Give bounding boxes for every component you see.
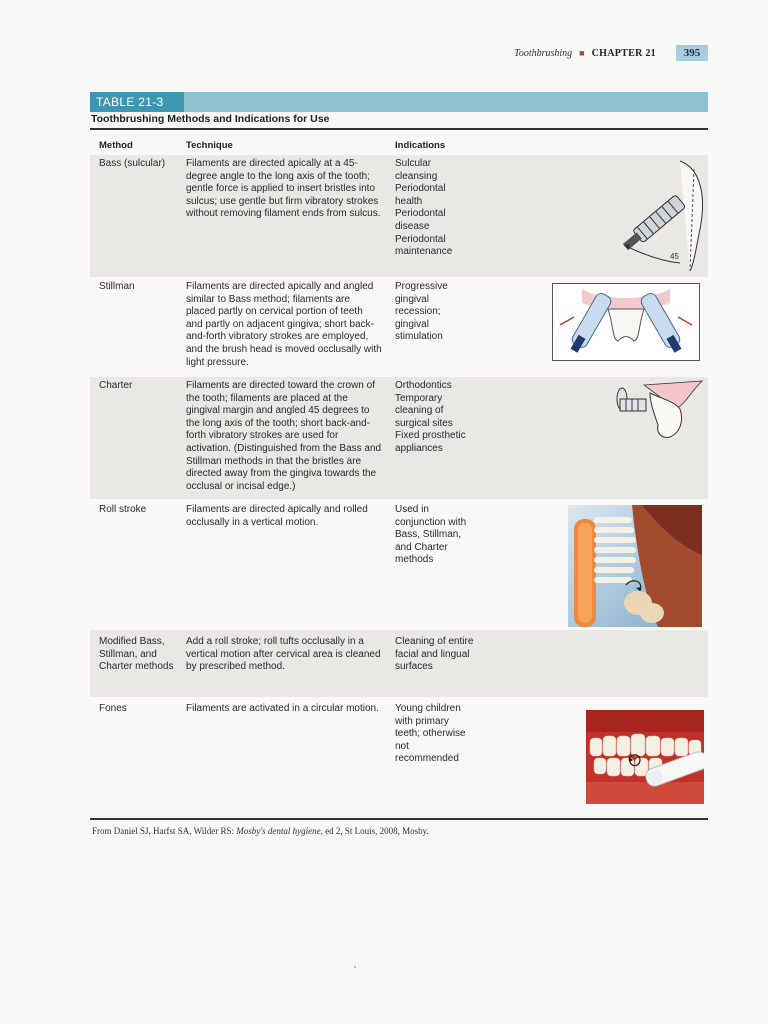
indications-cell: Orthodontics Temporary cleaning of surgical sites Fixed prosthetic appliances — [395, 380, 466, 454]
technique-cell: Filaments are activated in a circular motion. — [186, 703, 379, 714]
table-caption: Toothbrushing Methods and Indications for Use — [91, 113, 330, 125]
source-suffix: ed 2, St Louis, 2008, Mosby. — [322, 826, 429, 836]
technique-cell: Filaments are directed apically at a 45-degree angle to the long axis of the tooth; gentle force is applied to insert bristles into sulcus; use gentle but firm vibratory strokes without removing filament ends from sulcus. — [186, 158, 381, 220]
running-header — [470, 44, 708, 62]
table-row — [90, 277, 708, 377]
stillman-toothbrush-figure — [552, 283, 700, 361]
table-top-rule — [90, 128, 708, 130]
method-cell: Modified Bass, Stillman, and Charter methods — [99, 636, 174, 673]
indications-cell: Sulcular cleansing Periodontal health Periodontal disease Periodontal maintenance — [395, 158, 453, 258]
roll-stroke-photo — [568, 505, 702, 627]
fones-photo — [586, 710, 704, 804]
method-cell: Charter — [99, 380, 133, 391]
page-number: 395 — [676, 45, 708, 61]
bullet-icon: ■ — [579, 48, 585, 58]
bass-toothbrush-figure — [610, 159, 704, 273]
table-row — [90, 499, 708, 630]
source-prefix: From Daniel SJ, Harfst SA, Wilder RS: — [92, 826, 237, 836]
method-cell: Stillman — [99, 281, 135, 292]
technique-cell: Filaments are directed toward the crown of the tooth; filaments are placed at the gingival margin and angled 45 degrees to the long axis of the tooth; short back-and-forth vibratory strokes are used for activation. (Distinguished from the Bass and Stillman methods in that the bristles are directed away from the gingiva towards the occlusal or incisal edge.) — [186, 380, 382, 492]
section-title: Toothbrushing — [514, 47, 573, 59]
table-label: TABLE 21-3 — [90, 92, 184, 112]
indications-cell: Progressive gingival recession; gingival stimulation — [395, 281, 448, 343]
table-row — [90, 377, 708, 499]
table-banner — [90, 92, 708, 112]
charter-toothbrush-figure — [610, 379, 706, 445]
technique-cell: Filaments are directed apically and angled similar to Bass method; filaments are placed partly on cervical portion of teeth and partly on adjacent gingiva; short back-and-forth vibratory strokes are employed, and the brush head is moved occlusally with light pressure. — [186, 281, 382, 368]
column-header-method: Method — [99, 140, 133, 151]
technique-cell: Filaments are directed apically and rolled occlusally in a vertical motion. — [186, 504, 368, 528]
column-header-technique: Technique — [186, 140, 233, 151]
table-row — [90, 155, 708, 277]
method-cell: Bass (sulcular) — [99, 158, 166, 169]
page-speck — [354, 966, 356, 968]
indications-cell: Cleaning of entire facial and lingual surfaces — [395, 636, 474, 673]
chapter-label: CHAPTER 21 — [591, 47, 656, 59]
indications-cell: Young children with primary teeth; otherwise not recommended — [395, 703, 466, 765]
source-note — [92, 826, 429, 836]
table-row — [90, 697, 708, 817]
bass-angle-label: 45 — [670, 252, 679, 261]
indications-cell: Used in conjunction with Bass, Stillman, and Charter methods — [395, 504, 467, 566]
source-title: Mosby's dental hygiene, — [236, 826, 323, 836]
table-row — [90, 630, 708, 697]
column-header-indications: Indications — [395, 140, 446, 151]
method-cell: Fones — [99, 703, 127, 714]
method-cell: Roll stroke — [99, 504, 147, 515]
table-bottom-rule — [90, 818, 708, 820]
technique-cell: Add a roll stroke; roll tufts occlusally in a vertical motion after cervical area is cleaned by prescribed method. — [186, 636, 381, 673]
